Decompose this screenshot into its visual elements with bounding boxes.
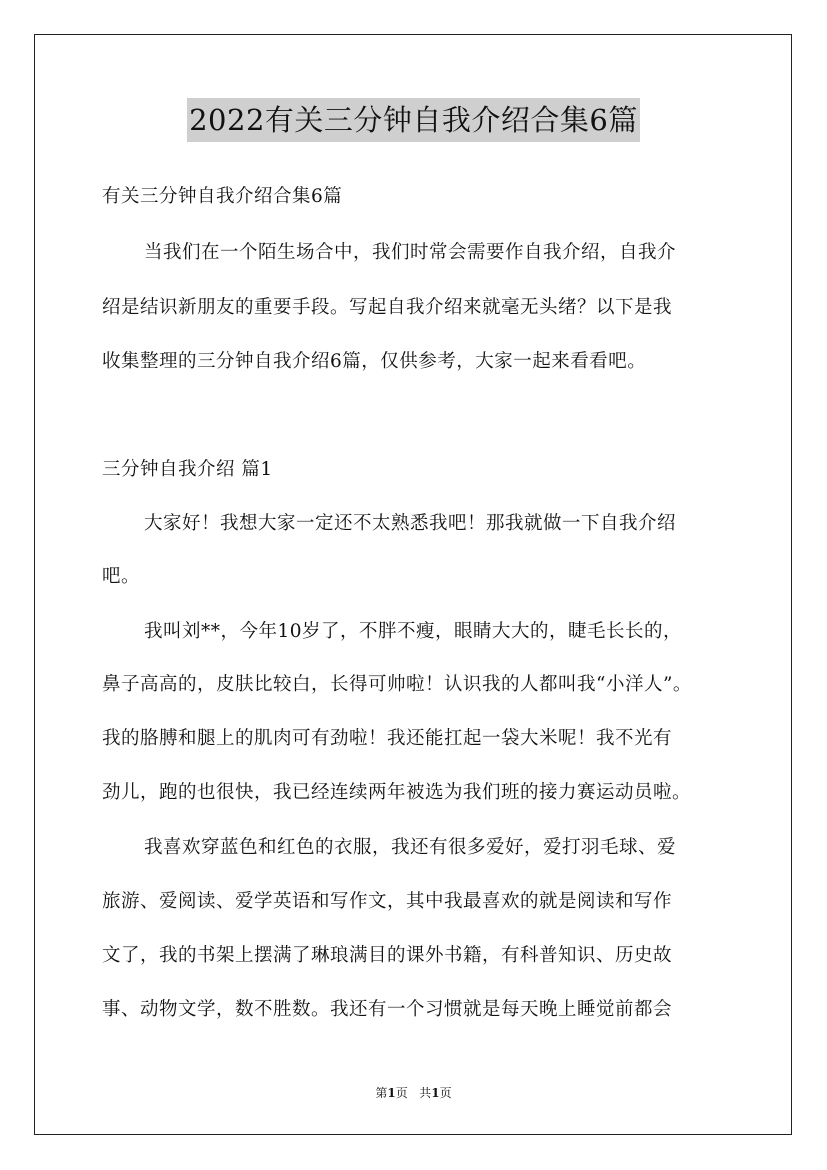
subtitle-line: 有关三分钟自我介绍合集6篇 [102, 186, 343, 207]
page-prefix: 第 [375, 1086, 388, 1100]
title-container [0, 98, 827, 142]
paragraph-line: 我喜欢穿蓝色和红色的衣服，我还有很多爱好，爱打羽毛球、爱 [144, 837, 677, 858]
paragraph-line: 我的胳膊和腿上的肌肉可有劲啦！我还能扛起一袋大米呢！我不光有 [102, 728, 673, 749]
page-suffix: 页 [395, 1086, 408, 1100]
paragraph-line: 当我们在一个陌生场合中，我们时常会需要作自我介绍，自我介 [144, 242, 677, 263]
total-prefix: 共 [419, 1086, 432, 1100]
paragraph-line: 收集整理的三分钟自我介绍6篇，仅供参考，大家一起来看看吧。 [102, 351, 647, 372]
paragraph-line: 绍是结识新朋友的重要手段。写起自我介绍来就毫无头绪？以下是我 [102, 297, 673, 318]
page-footer [0, 1084, 827, 1101]
paragraph-line: 劲儿，跑的也很快，我已经连续两年被选为我们班的接力赛运动员啦。 [102, 782, 692, 803]
paragraph-line: 文了，我的书架上摆满了琳琅满目的课外书籍，有科普知识、历史故 [102, 945, 673, 966]
paragraph-line: 事、动物文学，数不胜数。我还有一个习惯就是每天晚上睡觉前都会 [102, 999, 673, 1020]
paragraph-line: 吧。 [102, 566, 141, 587]
paragraph-line: 旅游、爱阅读、爱学英语和写作文，其中我最喜欢的就是阅读和写作 [102, 891, 673, 912]
paragraph-line: 鼻子高高的，皮肤比较白，长得可帅啦！认识我的人都叫我“小洋人”。 [102, 674, 692, 695]
paragraph-line: 大家好！我想大家一定还不太熟悉我吧！那我就做一下自我介绍 [144, 513, 677, 534]
total-suffix: 页 [439, 1086, 452, 1100]
page-number: 1 [387, 1086, 396, 1100]
document-title: 2022有关三分钟自我介绍合集6篇 [187, 98, 640, 142]
section-heading: 三分钟自我介绍 篇1 [102, 459, 273, 480]
page-total: 1 [431, 1086, 440, 1100]
paragraph-line: 我叫刘**，今年10岁了，不胖不瘦，眼睛大大的，睫毛长长的， [144, 621, 683, 642]
